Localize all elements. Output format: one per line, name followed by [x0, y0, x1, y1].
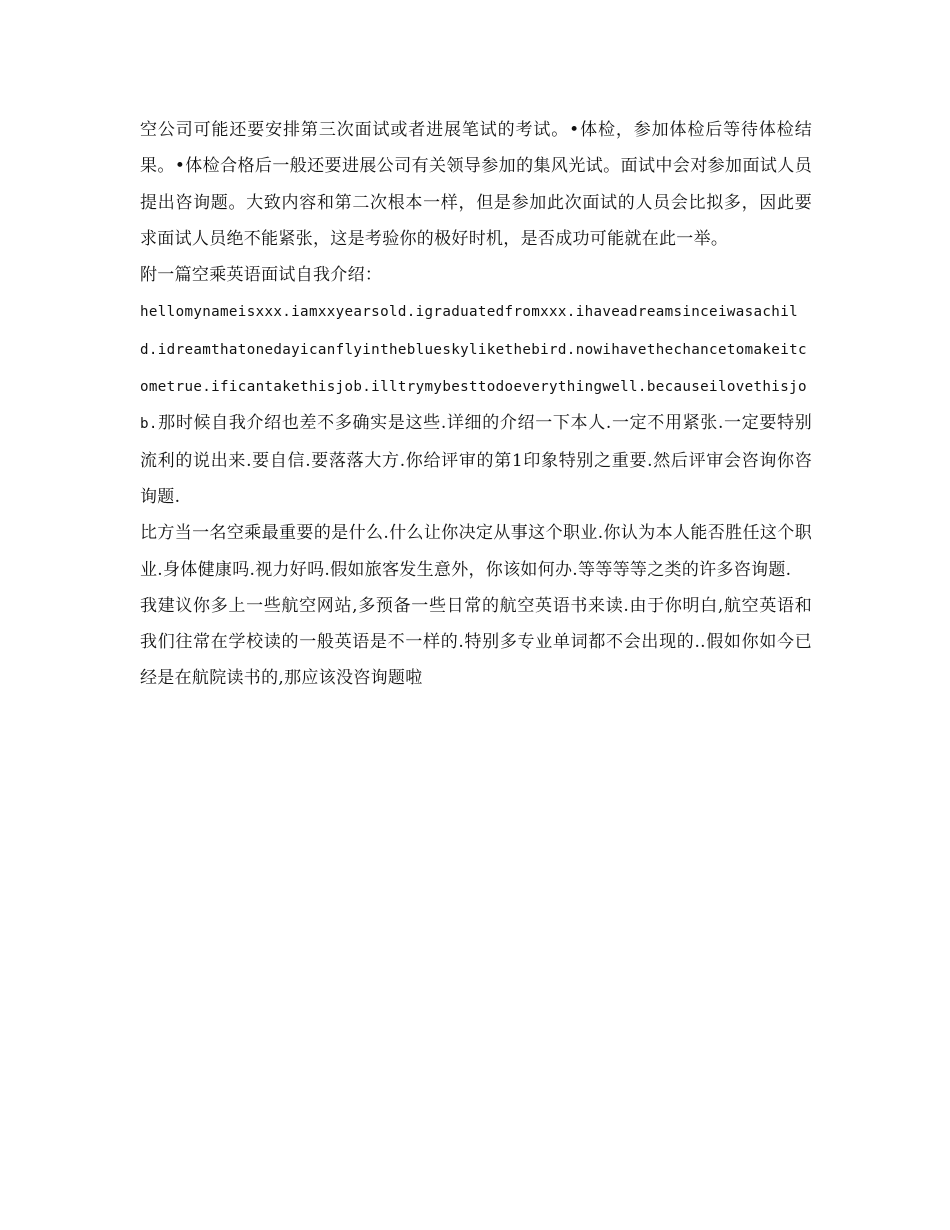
paragraph-study-advice: 我建议你多上一些航空网站,多预备一些日常的航空英语书来读.由于你明白,航空英语和我们往常在学校读的一般英语是不一样的.特别多专业单词都不会出现的..假如你如今已经是在航院读书的,那应该没咨询题啦 [140, 595, 812, 689]
paragraph-sample-questions: 比方当一名空乘最重要的是什么.什么让你决定从事这个职业.你认为本人能否胜任这个职业.身体健康吗.视力好吗.假如旅客发生意外，你该如何办.等等等等之类的许多咨询题. [140, 523, 812, 580]
paragraph-intro-heading: 附一篇空乘英语面试自我介绍： [140, 265, 383, 286]
document-page [140, 112, 812, 697]
self-introduction-advice: 那时候自我介绍也差不多确实是这些.详细的介绍一下本人.一定不用紧张.一定要特别流利的说出来.要自信.要落落大方.你给评审的第1印象特别之重要.然后评审会咨询你咨询题. [140, 413, 812, 507]
paragraph-interview-process: 空公司可能还要安排第三次面试或者进展笔试的考试。•体检，参加体检后等待体检结果。•体检合格后一般还要进展公司有关领导参加的集风光试。面试中会对参加面试人员提出咨询题。大致内容和第二次根本一样，但是参加此次面试的人员会比拟多，因此要求面试人员绝不能紧张，这是考验你的极好时机，是否成功可能就在此一举。 [140, 120, 812, 249]
english-self-introduction: hellomynameisxxx.iamxxyearsold.igraduatedfromxxx.ihaveadreamsinceiwasachild.idreamthatonedayicanflyintheblueskylikethebird.nowihavethechancetomakeitcometrue.ificantakethisjob.illtrymybesttodoeverythingwell.becauseilovethisjob. [140, 304, 807, 433]
paragraph-self-introduction [140, 293, 812, 515]
